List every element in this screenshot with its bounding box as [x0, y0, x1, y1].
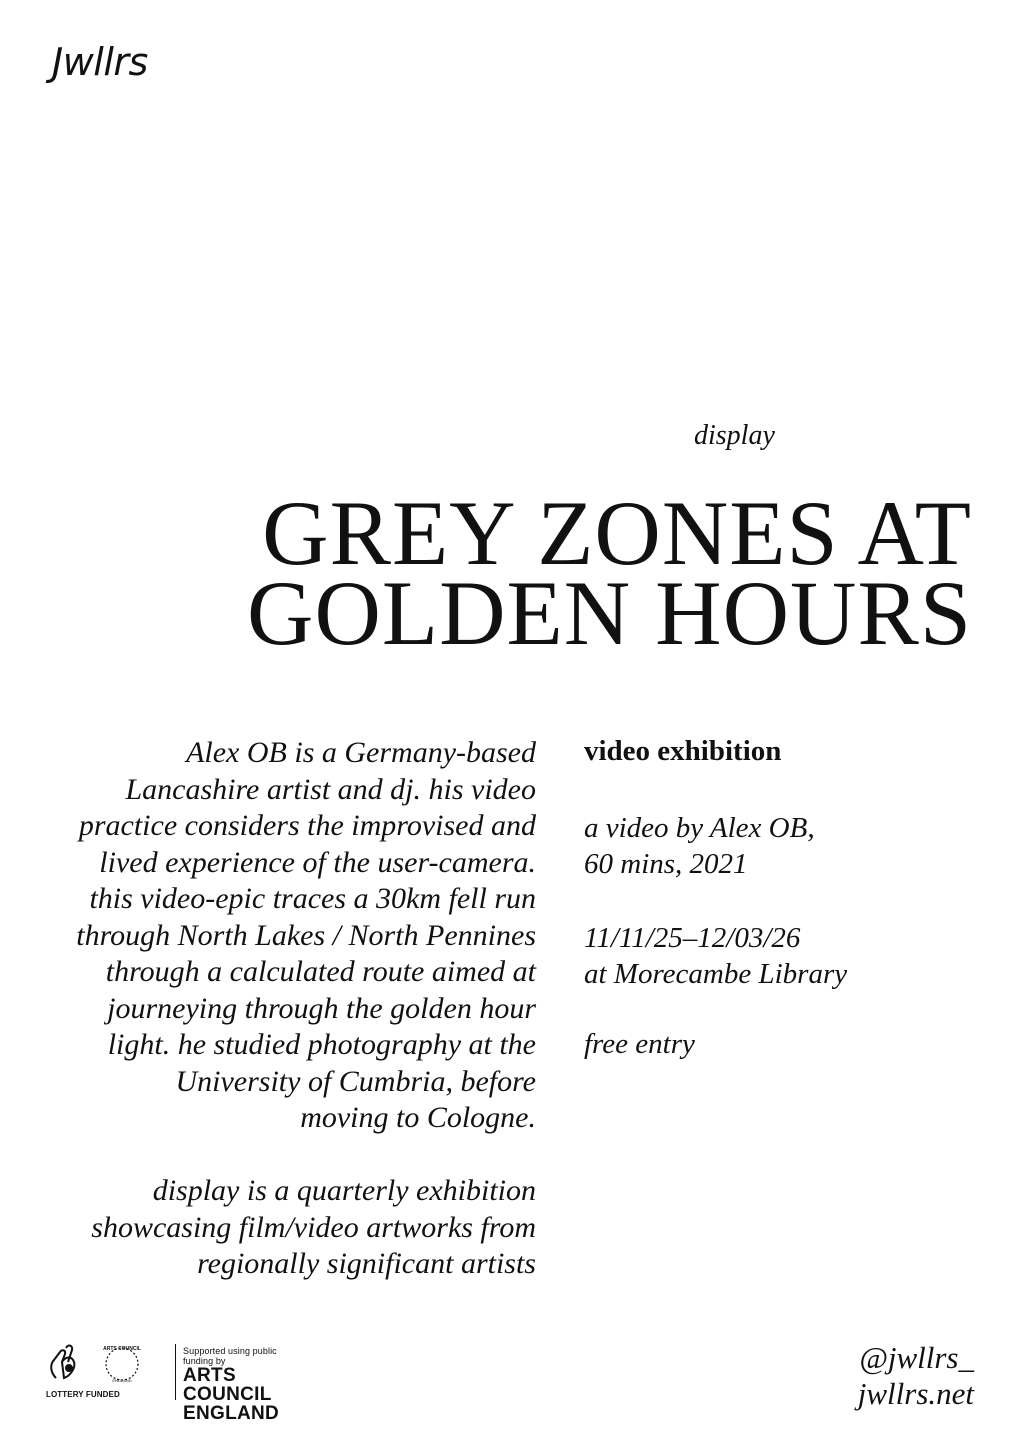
admission-text: free entry [584, 1028, 695, 1060]
lottery-label: LOTTERY FUNDED [46, 1390, 120, 1399]
bio-line: Lancashire artist and dj. his video [125, 772, 536, 806]
video-credit [584, 810, 1004, 882]
supported-text: Supported using public funding by [183, 1346, 277, 1366]
about-line: showcasing film/video artworks from [91, 1210, 536, 1244]
funder-name-line-2: ENGLAND [183, 1403, 280, 1424]
series-name: display [694, 420, 775, 451]
series-about [40, 1173, 536, 1283]
bio-line: Alex OB is a Germany-based [186, 736, 536, 769]
venue: at Morecambe Library [584, 958, 848, 990]
event-type: video exhibition [584, 735, 782, 767]
bio-line: lived experience of the user-camera. [99, 845, 536, 879]
funder-divider [175, 1344, 176, 1400]
arts-council-seal-icon [103, 1346, 141, 1383]
social-handle[interactable]: @jwllrs_ [859, 1340, 974, 1375]
credit-line: a video by Alex OB, [584, 812, 815, 844]
about-line: display is a quarterly exhibition [152, 1174, 536, 1207]
credit-line: 60 mins, 2021 [584, 848, 748, 880]
lottery-crossed-fingers-icon [42, 1338, 174, 1388]
bio-line: light. he studied photography at the [107, 1028, 536, 1061]
bio-line: practice considers the improvised and [78, 809, 536, 842]
date-range: 11/11/25–12/03/26 [584, 922, 801, 954]
funder-name-line-1: ARTS COUNCIL [183, 1365, 272, 1405]
svg-text:ENGLAND: ENGLAND [112, 1378, 132, 1383]
contact-block [858, 1340, 974, 1412]
bio-line: through North Lakes / North Pennines [76, 918, 536, 952]
bio-line: this video-epic traces a 30km fell run [89, 882, 536, 915]
artist-bio [40, 735, 536, 1137]
website-link[interactable]: jwllrs.net [857, 1376, 974, 1411]
about-line: regionally significant artists [197, 1247, 536, 1280]
funder-logos [42, 1338, 174, 1408]
event-details [584, 920, 1004, 992]
bio-line: University of Cumbria, before [175, 1064, 536, 1098]
bio-line: through a calculated route aimed at [105, 955, 536, 988]
funder-logo-block [42, 1338, 302, 1424]
brand-logo: Jwllrs [52, 40, 148, 84]
title-line-1: GREY ZONES AT [262, 482, 972, 584]
funder-text [183, 1346, 302, 1423]
bio-line: moving to Cologne. [300, 1101, 536, 1134]
bio-line: journeying through the golden hour [107, 991, 536, 1025]
svg-text:ARTS COUNCIL: ARTS COUNCIL [103, 1346, 141, 1352]
admission [584, 1026, 1004, 1062]
title-line-2: GOLDEN HOURS [247, 562, 972, 664]
